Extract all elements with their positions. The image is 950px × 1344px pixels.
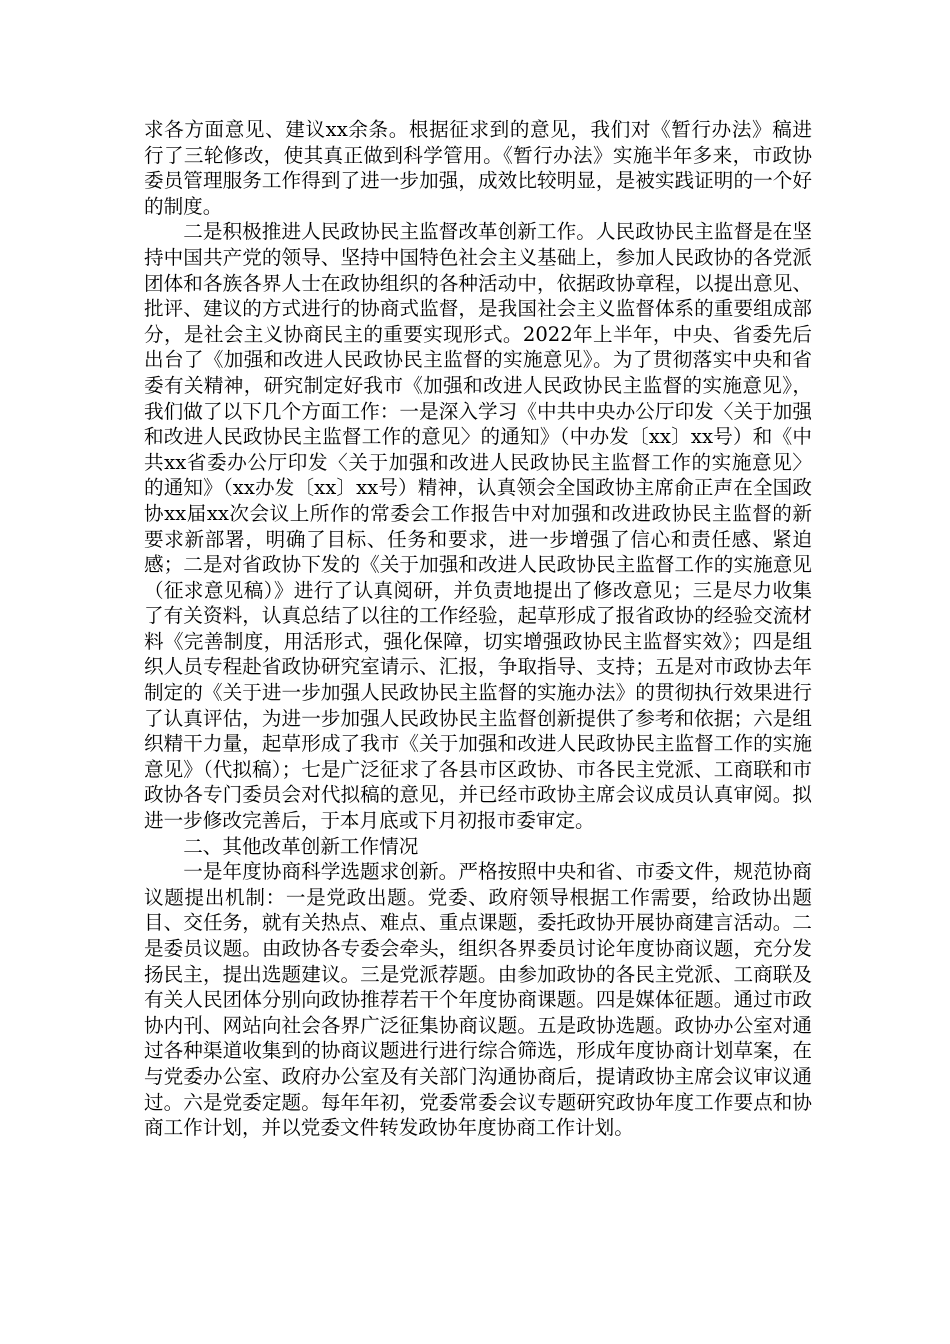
paragraph-democratic-supervision: 二是积极推进人民政协民主监督改革创新工作。人民政协民主监督是在坚持中国共产党的领导、坚持中国特色社会主义基础上，参加人民政协的各党派团体和各族各界人士在政协组织的各种活动中，依据政协章程，以提出意见、批评、建议的方式进行的协商式监督，是我国社会主义监督体系的重要组成部分，是社会主义协商民主的重要实现形式。2022年上半年，中央、省委先后出台了《加强和改进人民政协民主监督的实施意见》。为了贯彻落实中央和省委有关精神，研究制定好我市《加强和改进人民政协民主监督的实施意见》，我们做了以下几个方面工作：一是深入学习《中共中央办公厅印发〈关于加强和改进人民政协民主监督工作的意见〉的通知》（中办发〔xx〕xx号）和《中共xx省委办公厅印发〈关于加强和改进人民政协民主监督工作的实施意见〉的通知》（xx办发〔xx〕xx号）精神，认真领会全国政协主席俞正声在全国政协xx届xx次会议上所作的常委会工作报告中对加强和改进政协民主监督的新要求新部署，明确了目标、任务和要求，进一步增强了信心和责任感、紧迫感；二是对省政协下发的《关于加强和改进人民政协民主监督工作的实施意见（征求意见稿）》进行了认真阅研，并负责地提出了修改意见；三是尽力收集了有关资料，认真总结了以往的工作经验，起草形成了报省政协的经验交流材料《完善制度，用活形式，强化保障，切实增强政协民主监督实效》；四是组织人员专程赴省政协研究室请示、汇报，争取指导、支持；五是对市政协去年制定的《关于进一步加强人民政协民主监督的实施办法》的贯彻执行效果进行了认真评估，为进一步加强人民政协民主监督创新提供了参考和依据；六是组织精干力量，起草形成了我市《关于加强和改进人民政协民主监督工作的实施意见》（代拟稿）；七是广泛征求了各县市区政协、市各民主党派、工商联和市政协各专门委员会对代拟稿的意见，并已经市政协主席会议成员认真审阅。拟进一步修改完善后，于本月底或下月初报市委审定。 (144, 220, 812, 833)
paragraph-continuation: 求各方面意见、建议xx余条。根据征求到的意见，我们对《暂行办法》稿进行了三轮修改，使其真正做到科学管用。《暂行办法》实施半年多来，市政协委员管理服务工作得到了进一步加强，成效比较明显，是被实践证明的一个好的制度。 (144, 118, 812, 218)
paragraph-annual-consultation: 一是年度协商科学选题求创新。严格按照中央和省、市委文件，规范协商议题提出机制：一是党政出题。党委、政府领导根据工作需要，给政协出题目、交任务，就有关热点、难点、重点课题，委托政协开展协商建言活动。二是委员议题。由政协各专委会牵头，组织各界委员讨论年度协商议题，充分发扬民主，提出选题建议。三是党派荐题。由参加政协的各民主党派、工商联及有关人民团体分别向政协推荐若干个年度协商课题。四是媒体征题。通过市政协内刊、网站向社会各界广泛征集协商议题。五是政协选题。政协办公室对通过各种渠道收集到的协商议题进行进行综合筛选，形成年度协商计划草案，在与党委办公室、政府办公室及有关部门沟通协商后，提请政协主席会议审议通过。六是党委定题。每年年初，党委常委会议专题研究政协年度工作要点和协商工作计划，并以党委文件转发政协年度协商工作计划。 (144, 860, 812, 1140)
document-body (144, 117, 812, 1141)
section-heading-other-reforms: 二、其他改革创新工作情况 (183, 834, 419, 858)
